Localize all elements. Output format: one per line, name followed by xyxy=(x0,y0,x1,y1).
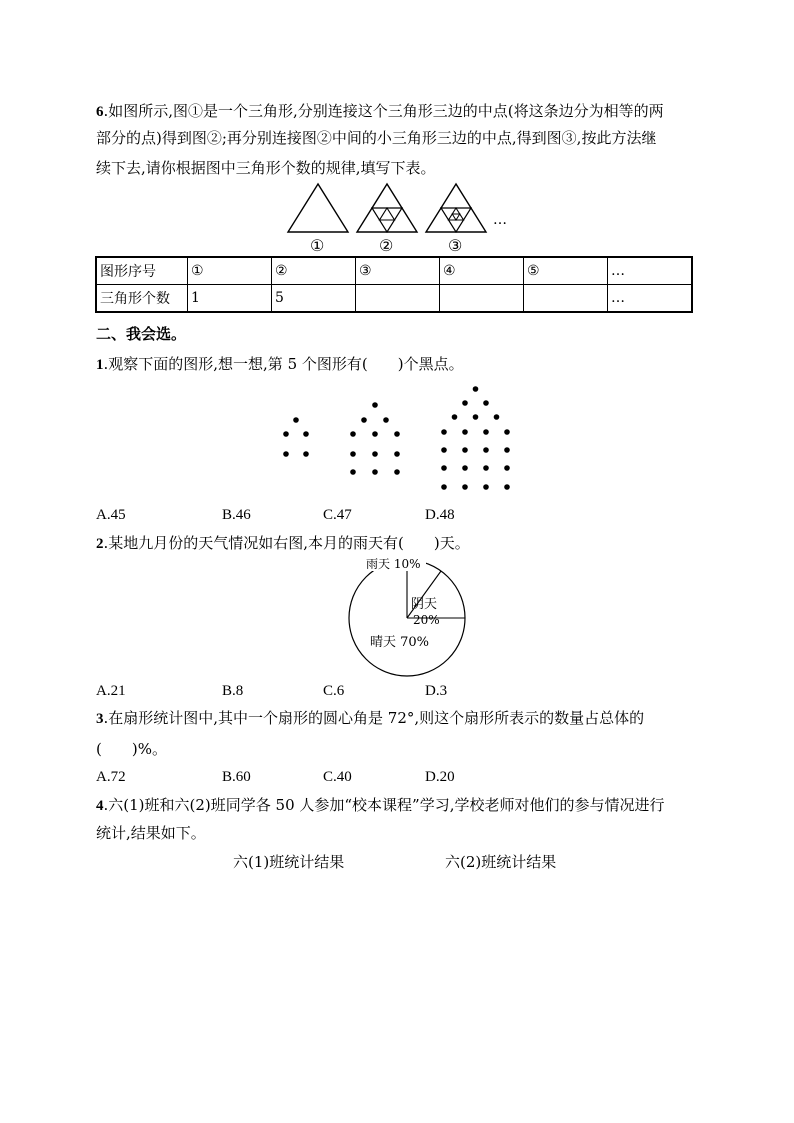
black-dot xyxy=(372,431,378,437)
pie-label-cloudy-pct: 20% xyxy=(413,613,440,627)
section-heading: 二、我会选。 xyxy=(96,325,187,343)
black-dot xyxy=(462,400,468,406)
answer-cell: 1 xyxy=(188,285,272,313)
q2-text: 2.某地九月份的天气情况如右图,本月的雨天有( )天。 xyxy=(96,534,470,552)
black-dot xyxy=(350,451,356,457)
black-dot xyxy=(504,465,510,471)
black-dot xyxy=(394,469,400,475)
q6-line-2: 部分的点)得到图②;再分别连接图②中间的小三角形三边的中点,得到图③,按此方法继 xyxy=(96,129,657,147)
q6-line-1: 6.如图所示,图①是一个三角形,分别连接这个三角形三边的中点(将这条边分为相等的两 xyxy=(96,102,664,120)
answer-cell: 5 xyxy=(272,285,356,313)
black-dot xyxy=(473,414,479,420)
black-dot xyxy=(483,484,489,490)
pie-label-rain: 雨天 10% xyxy=(366,557,421,571)
ellipsis-text: … xyxy=(493,212,507,228)
dot-pattern-figures xyxy=(270,378,530,498)
black-dot xyxy=(361,417,367,423)
fig-label-1: ① xyxy=(310,236,325,255)
q1-option-c[interactable]: C.47 xyxy=(323,507,352,523)
q2-option-a[interactable]: A.21 xyxy=(96,683,126,699)
black-dot xyxy=(483,465,489,471)
black-dot xyxy=(394,451,400,457)
black-dot xyxy=(441,484,447,490)
answer-cell[interactable] xyxy=(356,285,440,313)
black-dot xyxy=(483,429,489,435)
black-dot xyxy=(504,447,510,453)
q1-option-d[interactable]: D.48 xyxy=(425,507,455,523)
q1-text: 1.观察下面的图形,想一想,第 5 个图形有( )个黑点。 xyxy=(96,355,464,373)
q2-option-d[interactable]: D.3 xyxy=(425,683,448,699)
black-dot xyxy=(303,431,309,437)
black-dot xyxy=(504,484,510,490)
q4-number: 4 xyxy=(96,798,104,814)
black-dot xyxy=(452,414,458,420)
table-row xyxy=(96,285,692,313)
black-dot xyxy=(462,447,468,453)
pie-label-sunny: 晴天 70% xyxy=(370,635,430,650)
black-dot xyxy=(372,469,378,475)
q3-option-b[interactable]: B.60 xyxy=(222,769,251,785)
table-cell: 图形序号 xyxy=(96,257,188,285)
table-cell: ④ xyxy=(440,257,524,285)
answer-cell[interactable] xyxy=(524,285,608,313)
answer-cell[interactable] xyxy=(440,285,524,313)
triangle-count-table xyxy=(95,256,693,313)
q2-option-b[interactable]: B.8 xyxy=(222,683,244,699)
black-dot xyxy=(483,400,489,406)
black-dot xyxy=(441,465,447,471)
q2-option-c[interactable]: C.6 xyxy=(323,683,345,699)
class2-chart-caption: 六(2)班统计结果 xyxy=(445,853,557,871)
black-dot xyxy=(504,429,510,435)
black-dot xyxy=(462,484,468,490)
black-dot xyxy=(303,451,309,457)
fig-label-3: ③ xyxy=(448,236,463,255)
table-cell: ⑤ xyxy=(524,257,608,285)
q2-number: 2 xyxy=(96,536,104,552)
black-dot xyxy=(350,469,356,475)
class1-chart-caption: 六(1)班统计结果 xyxy=(233,853,345,871)
table-cell: 三角形个数 xyxy=(96,285,188,313)
black-dot xyxy=(372,451,378,457)
q3-text-2: ( )%。 xyxy=(96,740,167,758)
q3-text: 3.在扇形统计图中,其中一个扇形的圆心角是 72°,则这个扇形所表示的数量占总体的 xyxy=(96,709,645,727)
table-row xyxy=(96,257,692,285)
q6-line-3: 续下去,请你根据图中三角形个数的规律,填写下表。 xyxy=(96,159,436,177)
weather-pie-chart xyxy=(340,553,480,678)
table-cell: ③ xyxy=(356,257,440,285)
q1-option-a[interactable]: A.45 xyxy=(96,507,126,523)
fig-label-2: ② xyxy=(379,236,394,255)
black-dot xyxy=(462,465,468,471)
black-dot xyxy=(494,414,500,420)
table-cell: … xyxy=(608,257,693,285)
black-dot xyxy=(293,417,299,423)
q1-option-b[interactable]: B.46 xyxy=(222,507,251,523)
black-dot xyxy=(283,451,289,457)
q3-option-a[interactable]: A.72 xyxy=(96,769,126,785)
q3-number: 3 xyxy=(96,711,104,727)
black-dot xyxy=(372,402,378,408)
black-dot xyxy=(483,447,489,453)
triangle-figure-2 xyxy=(357,184,417,232)
black-dot xyxy=(383,417,389,423)
black-dot xyxy=(473,386,479,392)
table-cell: … xyxy=(608,285,693,313)
black-dot xyxy=(462,429,468,435)
black-dot xyxy=(441,429,447,435)
triangle-figure-3 xyxy=(426,184,486,232)
q3-option-c[interactable]: C.40 xyxy=(323,769,352,785)
black-dot xyxy=(394,431,400,437)
table-cell: ② xyxy=(272,257,356,285)
black-dot xyxy=(283,431,289,437)
black-dot xyxy=(441,447,447,453)
black-dot xyxy=(350,431,356,437)
pie-label-cloudy: 阴天 xyxy=(411,597,438,612)
q4-text-2: 统计,结果如下。 xyxy=(96,824,206,842)
triangle-figure-1 xyxy=(288,184,348,232)
q3-option-d[interactable]: D.20 xyxy=(425,769,455,785)
triangle-figures xyxy=(280,178,530,256)
q4-text: 4.六(1)班和六(2)班同学各 50 人参加“校本课程”学习,学校老师对他们的参与情况进行 xyxy=(96,796,665,814)
q1-number: 1 xyxy=(96,357,104,373)
q6-number: 6 xyxy=(96,104,104,120)
table-cell: ① xyxy=(188,257,272,285)
